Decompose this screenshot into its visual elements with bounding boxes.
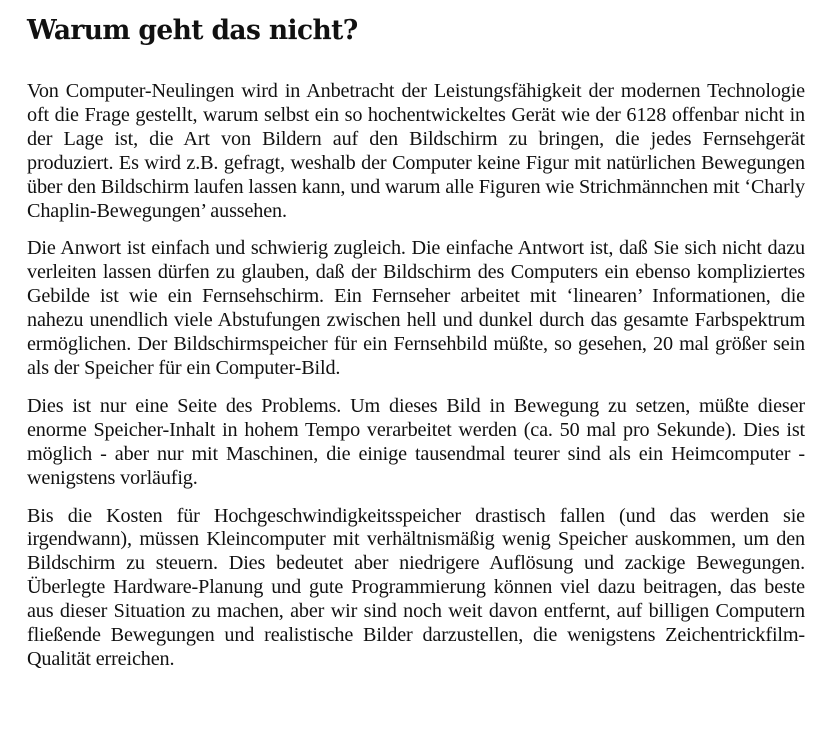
page-title: Warum geht das nicht? [27,15,358,46]
paragraph-2: Die Anwort ist einfach und schwierig zugleich. Die einfache Antwort ist, daß Sie sich nicht dazu verleiten lassen dürfen zu glauben, daß der Bildschirm des Computers ein ebenso kompliziertes Gebilde ist wie ein Fernsehschirm. Ein Fernseher arbeitet mit ‘linearen’ Informationen, die nahezu unendlich viele Abstufungen zwischen hell und dunkel durch das gesamte Farbspektrum ermöglichen. Der Bildschirmspeicher für ein Fernsehbild müßte, so gesehen, 20 mal größer sein als der Speicher für ein Computer-Bild. [27,237,805,379]
paragraph-4: Bis die Kosten für Hochgeschwindigkeitsspeicher drastisch fallen (und das werden sie irgendwann), müssen Kleincomputer mit verhältnismäßig wenig Speicher auskommen, um den Bildschirm zu steuern. Dies bedeutet aber niedrigere Auflösung und zackige Bewegungen. Überlegte Hardware-Planung und gute Programmierung können viel dazu beitragen, das beste aus dieser Situation zu machen, aber wir sind noch weit davon entfernt, auf billigen Computern fließende Bewegungen und realistische Bilder darzustellen, die wenigstens Zeichentrickfilm-Qualität erreichen. [27,504,805,670]
paragraph-3: Dies ist nur eine Seite des Problems. Um dieses Bild in Bewegung zu setzen, müßte dieser enorme Speicher-Inhalt in hohem Tempo verarbeitet werden (ca. 50 mal pro Sekunde). Dies ist möglich - aber nur mit Maschinen, die einige tausendmal teurer sind als ein Heimcomputer - wenigstens vorläufig. [27,394,805,489]
paragraph-1: Von Computer-Neulingen wird in Anbetracht der Leistungsfähigkeit der modernen Technologie oft die Frage gestellt, warum selbst ein so hochentwickeltes Gerät wie der 6128 offenbar nicht in der Lage ist, die Art von Bildern auf den Bildschirm zu bringen, die jedes Fernsehgerät produziert. Es wird z.B. gefragt, weshalb der Computer keine Figur mit natürlichen Bewegungen über den Bildschirm laufen lassen kann, und warum alle Figuren wie Strichmännchen mit ‘Charly Chaplin-Bewegungen’ aussehen. [27,80,805,222]
